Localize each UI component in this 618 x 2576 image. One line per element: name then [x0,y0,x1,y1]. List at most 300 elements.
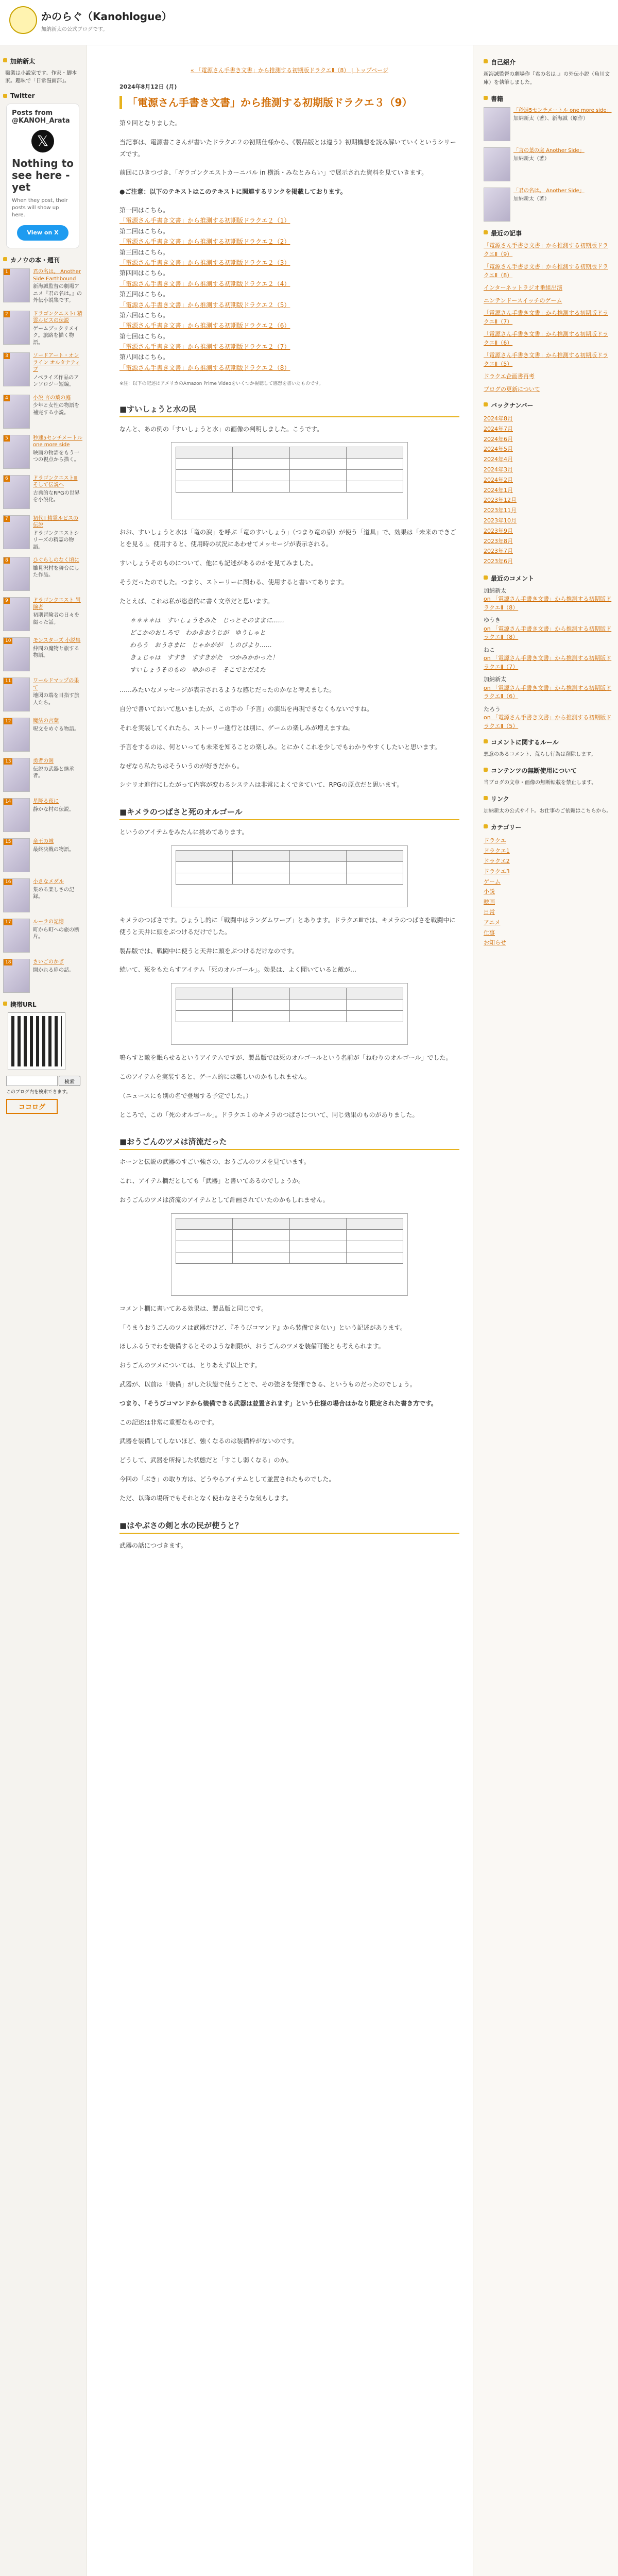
rank-number: 14 [4,799,12,805]
post-paragraph: 今回の「ぶき」の取り方は、どうやらアイテムとして並置されたものでした。 [119,1475,335,1483]
category-link[interactable]: ドラクエ3 [484,868,510,875]
recent-post-item [484,309,613,326]
ranking-title[interactable]: ソードアート・オンライン オルタナティブ [33,353,80,372]
book-author: 加納新太（著） [513,156,550,162]
ranking-item[interactable] [3,435,83,469]
ranking-text [33,597,83,631]
about-text: 職業は小説家です。作家・脚本家。趣味で「日常漫画部」。 [5,71,77,84]
category-item [484,887,613,897]
ranking-item[interactable] [3,798,83,832]
ranking-item[interactable] [3,557,83,591]
series-link[interactable]: 「電源さん手書き文書」から推測する初期版ドラクエ２（5） [119,301,290,309]
post-paragraph: 自分で書いておいて思いましたが、この手の「予言」の演出を再現できなくもないですね。 [119,705,373,713]
recent-posts-title: 最近の記事 [484,229,613,238]
backnumber-link[interactable]: 2024年5月 [484,446,513,453]
backnumber-link[interactable]: 2024年2月 [484,476,513,483]
post-paragraph: キメラのつばさです。ひょうし的に「戦闘中はランダムワープ」とあります。ドラクエⅢでは、キメラのつばさを戦闘中に使うと天井に頭をぶつけるだけでした。 [119,916,456,936]
ranking-title[interactable]: 勇者の剣 [33,758,54,764]
twitter-handle[interactable]: @KANOH_Arata [12,117,70,125]
main-content [89,45,470,2576]
post-paragraph: というのアイテムをみたんに挑めてあります。 [119,828,248,836]
ranking-title[interactable]: ひぐらしのなく頃に [33,557,79,563]
profile-widget-title: 自己紹介 [484,58,613,66]
series-link[interactable]: 「電源さん手書き文書」から推測する初期版ドラクエ２（1） [119,217,290,225]
series-link[interactable]: 「電源さん手書き文書」から推測する初期版ドラクエ２（4） [119,280,290,287]
ranking-item[interactable] [3,395,83,429]
rank-number: 1 [4,269,10,275]
twitter-posts-label: Posts from [12,109,53,117]
ranking-text [33,718,83,752]
rank-number: 7 [4,516,10,522]
post-paragraph: 武器が、以前は「装備」がした状態で使うことで、その強さを発揮できる、というものだったのでしょう。 [119,1380,416,1388]
series-label: 第六回はこちら。 [119,311,169,319]
ranking-desc: 少年と女性の物語を補完する小説。 [33,403,79,416]
ranking-desc: 新海誠監督の劇場アニメ『君の名は。』の外伝小説集です。 [33,284,82,303]
search-button[interactable]: 検索 [59,1076,80,1086]
post-paragraph: 鳴らすと敵を眠らせるというアイテムですが、製品版では死のオルゴールという名前が「ねむりのオルゴール」でした。 [119,1054,452,1062]
recent-post-link[interactable]: 「電源さん手書き文書」から推測する初期版ドラクエⅡ（8） [484,263,608,279]
comment-item [484,705,613,731]
profile-text: 新海誠監督の劇場作『君の名は。』の外伝小説（角川文庫）を執筆しました。 [484,72,610,86]
comment-user: 加納新太 [484,587,506,594]
twitter-empty-sub: When they post, their posts will show up here. [12,198,68,218]
backnumber-link[interactable]: 2024年4月 [484,456,513,463]
book-thumbnail[interactable] [3,435,30,469]
ranking-item[interactable] [3,311,83,347]
post-paragraph: なんと、あの例の「すいしょうと水」の画像の判明しました。こうです。 [119,425,323,433]
recent-post-item [484,372,613,381]
post-paragraph: ほしふるうでわを装備するとそのような制限が、おうごんのツメを装備可能とも考えられます。 [119,1343,385,1350]
book-thumbnail[interactable] [3,718,30,752]
backnumber-list [484,414,613,567]
series-label: 第五回はこちら。 [119,291,169,298]
book-cover[interactable] [484,107,510,141]
ranking-widget-title: カノウの本・週刊 [3,256,83,264]
books-widget-title: 書籍 [484,94,613,103]
series-links [119,205,459,373]
links-text: 加納新太の公式サイト。お仕事のご依頼はこちらから。 [484,808,612,815]
book-thumbnail[interactable] [3,677,30,711]
ranking-desc: 仲間の魔物と旅する物語。 [33,646,79,658]
recent-comments-title: 最近のコメント [484,574,613,583]
post-paragraph: 武器の話につづきます。 [119,1541,187,1549]
book-title[interactable]: 「秒速5センチメートル one more side」 [513,108,612,113]
book-thumbnail[interactable] [3,557,30,591]
search-input[interactable] [6,1076,58,1086]
ranking-title[interactable]: 竜王の城 [33,839,54,844]
search-box [6,1076,83,1086]
series-link[interactable]: 「電源さん手書き文書」から推測する初期版ドラクエ２（2） [119,238,290,246]
category-item [484,928,613,938]
post-paragraph: ……みたいなメッセージが表示されるような感じだったのかなと考えました。 [119,686,336,694]
post-paragraph: 前回にひきつづき、「ギラゴンクエストカーニバル in 横浜・みなとみらい」で展示された資料を見ていきます。 [119,169,428,177]
category-link[interactable]: お知らせ [484,939,506,946]
message-example [130,614,459,676]
recent-post-item [484,297,613,306]
section-heading: ■キメラのつばさと死のオルゴール [119,806,459,820]
backnumber-item [484,485,613,496]
category-item [484,867,613,877]
site-header [0,0,618,45]
ranking-desc: 呪文をめぐる物語。 [33,726,79,732]
book-text [513,147,613,181]
ranking-title[interactable]: ドラゴンクエストⅢ そして伝説へ [33,475,78,488]
book-author: 加納新太（著）、新海誠（原作） [513,115,588,122]
book-thumbnail[interactable] [3,878,30,912]
search-note: このブログ内を検索できます。 [6,1090,71,1095]
backnumber-link[interactable]: 2024年6月 [484,435,513,443]
ranking-desc: 町から町への旅の断片。 [33,927,79,940]
ranking-item[interactable] [3,959,83,993]
ranking-text [33,959,83,993]
recent-post-link[interactable]: 「電源さん手書き文書」から推測する初期版ドラクエⅡ（6） [484,331,608,346]
ranking-title[interactable]: 魔法の言葉 [33,718,59,724]
rank-number: 17 [4,919,12,925]
book-thumbnail[interactable] [3,758,30,792]
post-navigation[interactable]: « 「電源さん手書き文書」から推測する初期版ドラクエⅡ（8） | トップページ [190,67,389,74]
recent-post-item [484,330,613,347]
backnumber-item [484,465,613,475]
ranking-item[interactable] [3,758,83,792]
backnumber-item [484,475,613,485]
backnumber-link[interactable]: 2023年7月 [484,548,513,555]
rank-number: 12 [4,718,12,724]
category-link[interactable]: アニメ [484,919,501,926]
comment-link[interactable]: on 「電源さん手書き文書」から推測する初期版ドラクエⅡ（8） [484,596,612,611]
ranking-desc: 伝説の武器と継承者。 [33,766,74,779]
category-item [484,918,613,928]
ranking-text [33,919,83,953]
ranking-title[interactable]: 秒速5センチメートル one more side [33,435,82,448]
ranking-title[interactable]: 星降る夜に [33,799,59,804]
rank-number: 4 [4,395,10,401]
category-link[interactable]: ドラクエ [484,837,506,844]
book-title[interactable]: 「言の葉の庭 Another Side」 [513,148,585,154]
ranking-title[interactable]: ルーラの記憶 [33,919,64,925]
book-thumbnail[interactable] [3,268,30,302]
backnumber-link[interactable]: 2023年9月 [484,527,513,534]
series-link[interactable]: 「電源さん手書き文書」から推測する初期版ドラクエ２（6） [119,322,290,330]
backnumber-item [484,505,613,516]
message-line: きょじゃは すすき すすきがた つかみかかった！ [130,654,279,662]
category-item [484,836,613,846]
backnumber-item [484,495,613,505]
post-paragraph: おお、すいしょうと水は「竜の涙」を呼ぶ「竜のすいしょう」（つまり竜の泉）が使う「道具」で、効果は「未来のできごとを見る」。使用すると、使用時の状況にあわせてメッセージが表示される。 [119,529,456,548]
recent-post-link[interactable]: 「電源さん手書き文書」から推測する初期版ドラクエⅡ（7） [484,310,608,325]
ranking-item[interactable] [3,352,83,388]
post-paragraph: （ニュースにも別の名で登場する予定でした。） [119,1092,252,1099]
book-thumbnail[interactable] [3,597,30,631]
category-item [484,877,613,887]
post-paragraph: なぜなら私たちはそういうのが好きだから。 [119,762,244,770]
ranking-desc: 集める楽しさの記録。 [33,887,74,900]
rank-number: 13 [4,758,12,765]
ranking-item[interactable] [3,597,83,631]
twitter-embed [6,104,79,248]
post-date: 2024年8月12日 (月) [119,83,177,90]
post-paragraph: それを実装してくれたら、ストーリー進行とは別に、ゲームの楽しみが増えますね。 [119,724,355,732]
x-logo-icon: 𝕏 [31,130,54,152]
comment-item [484,616,613,642]
backnumber-item [484,516,613,526]
ranking-desc: 古典的なRPGの世界を小説化。 [33,490,80,503]
book-text [513,107,613,141]
message-line: ＊＊＊＊は すいしょうをみた じっとそのままに…… [130,617,285,624]
backnumber-item [484,414,613,424]
ranking-item[interactable] [3,677,83,711]
ranking-text [33,395,83,429]
rank-number: 10 [4,638,12,644]
ranking-title[interactable]: 初代Ⅱ 精霊ルビスの伝説 [33,515,79,528]
post-paragraph: おうごんのツメは済流のアイテムとして計画されていたのかもしれません。 [119,1196,329,1204]
ranking-item[interactable] [3,515,83,551]
backnumber-item [484,556,613,567]
comment-link[interactable]: on 「電源さん手書き文書」から推測する初期版ドラクエⅡ（5） [484,714,612,730]
post-paragraph: この記述は非常に重要なものです。 [119,1418,218,1426]
ranking-title[interactable]: ドラゴンクエストⅠ 精霊ルビスの伝説 [33,311,82,324]
backnumber-link[interactable]: 2024年7月 [484,425,513,432]
ranking-text [33,268,83,304]
backnumber-link[interactable]: 2023年8月 [484,537,513,545]
backnumber-title: バックナンバー [484,401,613,410]
ranking-title[interactable]: 小さなメダル [33,879,64,885]
book-thumbnail[interactable] [3,838,30,872]
series-label: 第一回はこちら。 [119,206,169,214]
post-paragraph: ところで、この「死のオルゴール」。ドラクエ１のキメラのつばさについて、同じ効果のものがありました。 [119,1111,419,1118]
cocolog-badge[interactable]: ココログ [6,1099,58,1114]
document-image [171,983,408,1045]
recent-comments-list [484,587,613,731]
ranking-desc: 雛見沢村を舞台にした作品。 [33,565,79,578]
ranking-desc: ゲームブックリメイク。旅路を描く物語。 [33,326,79,346]
qr-widget-title: 携帯URL [3,1000,83,1009]
post-paragraph: 当記事は、電源書こさんが書いたドラクエ２の初期仕様から、《製品版とは違う》初期構想を読み解いていくというシリーズです。 [119,138,456,158]
recent-post-link[interactable]: ニンテンドースイッチのゲーム [484,297,562,304]
category-link[interactable]: 小説 [484,888,495,895]
document-image [171,845,408,907]
ranking-text [33,311,83,347]
book-thumbnail[interactable] [3,637,30,671]
view-on-x-button[interactable]: View on X [17,225,68,241]
comment-link[interactable]: on 「電源さん手書き文書」から推測する初期版ドラクエⅡ（6） [484,684,612,700]
recent-post-item [484,385,613,394]
post-paragraph: 製品版では、戦闘中に使うと天井に頭をぶつけるだけなのです。 [119,947,299,955]
message-line: わらう おうさまに じゃかがが しのびより…… [130,641,272,649]
ranking-text [33,677,83,711]
recent-post-link[interactable]: 「電源さん手書き文書」から推測する初期版ドラクエⅡ（9） [484,242,608,258]
book-cover[interactable] [484,147,510,181]
book-thumbnail[interactable] [3,959,30,993]
post-note: ※注：以下の記述はアメリカのAmazon Prime Videoをいくつか視聴して感想を書いたものです。 [119,381,324,387]
book-thumbnail[interactable] [3,798,30,832]
rank-number: 15 [4,839,12,845]
series-link[interactable]: 「電源さん手書き文書」から推測する初期版ドラクエ２（8） [119,364,290,371]
notice-paragraph: ●ご注意：以下のテキストはこのテキストに関連するリンクを掲載しております。 [119,188,347,196]
rank-number: 3 [4,353,10,359]
backnumber-item [484,424,613,434]
post-paragraph: すいしょうそのものについて、他にも記述があるのかを見てみました。 [119,560,317,567]
ranking-title[interactable]: ドラゴンクエスト 冒険者 [33,598,81,611]
category-item [484,907,613,918]
books-list [484,107,613,222]
backnumber-item [484,536,613,547]
backnumber-link[interactable]: 2023年11月 [484,507,517,514]
recent-post-link[interactable]: インターネットラジオ番組出演 [484,284,563,291]
book-text [513,188,613,222]
post-paragraph: コメント欄に書いてある効果は、製品版と同じです。 [119,1304,268,1312]
post-paragraph: これ、アイテム欄だとしても「武器」と書いてあるのでしょうか。 [119,1177,305,1185]
backnumber-link[interactable]: 2023年12月 [484,497,517,504]
ranking-desc: 静かな村の伝説。 [33,806,74,812]
post-paragraph: 続いて、死をもたらすアイテム「死のオルゴール」。効果は、よく聞いていると敵が… [119,966,356,974]
ranking-item[interactable] [3,919,83,953]
recent-post-item [484,284,613,293]
comment-policy-text: 悪意のあるコメント、荒らし行為は削除します。 [484,752,596,758]
series-label: 第四回はこちら。 [119,269,169,277]
message-line: どこかのおしろで わかきおうじが ゆうしゃと [130,629,266,637]
ranking-desc: ドラゴンクエストシリーズの精霊の物語。 [33,530,79,550]
right-sidebar [473,45,618,2576]
recent-post-link[interactable]: ドラクエ企画書再考 [484,373,535,380]
ranking-desc: 初期冒険者の日々を綴った話。 [33,613,79,625]
category-link[interactable]: 映画 [484,899,495,906]
backnumber-link[interactable]: 2023年10月 [484,517,517,524]
category-link[interactable]: ドラクエ2 [484,858,510,865]
backnumber-item [484,454,613,465]
ranking-desc: ノベライズ作品のアンソロジー短編。 [33,375,79,387]
document-image [171,1213,408,1296]
recent-post-item [484,263,613,280]
comment-item [484,675,613,701]
post-paragraph: ただ、以降の場所でもそれとなく使わなさそうな気もします。 [119,1494,293,1502]
comment-link[interactable]: on 「電源さん手書き文書」から推測する初期版ドラクエⅡ（8） [484,625,612,641]
qr-code[interactable] [8,1013,65,1070]
ranking-item[interactable] [3,268,83,304]
category-item [484,846,613,856]
comment-user: ゆうき [484,617,501,624]
rank-number: 11 [4,678,12,684]
category-link[interactable]: 仕事 [484,929,495,936]
ranking-text [33,475,83,509]
category-item [484,938,613,948]
ranking-desc: 開かれる扉の話。 [33,967,74,973]
book-author: 加納新太（著） [513,196,550,202]
category-link[interactable]: 日常 [484,909,495,916]
book-item[interactable] [484,147,613,181]
series-link[interactable]: 「電源さん手書き文書」から推測する初期版ドラクエ２（3） [119,259,290,266]
site-logo[interactable] [9,6,37,34]
rank-number: 8 [4,557,10,564]
comment-item [484,646,613,672]
book-title[interactable]: 「君の名は。 Another Side」 [513,188,585,194]
ranking-text [33,515,83,551]
post-paragraph: おうごんのツメについては、とりあえず以上です。 [119,1362,261,1369]
ranking-text [33,557,83,591]
post-title[interactable]: 「電源さん手書き文書」から推測する初期版ドラクエ３（9） [119,96,459,109]
post-paragraph: ホーンと伝説の武器のすごい強さの、おうごんのツメを見ています。 [119,1158,310,1166]
site-title[interactable]: かのらぐ（Kanohlogue） [41,10,172,23]
site-description: 加納新太の公式ブログです。 [41,27,108,32]
ranking-list [3,268,83,993]
rank-number: 16 [4,879,12,885]
ranking-title[interactable]: ワールドマップの果て [33,678,79,691]
book-thumbnail[interactable] [3,475,30,509]
backnumber-link[interactable]: 2024年3月 [484,466,513,473]
rank-number: 18 [4,959,12,965]
recent-post-item [484,351,613,368]
rank-number: 2 [4,311,10,317]
ranking-text [33,637,83,671]
content-policy-text: 当ブログの文章・画像の無断転載を禁止します。 [484,780,597,786]
post-paragraph: つまり、「そうびコマンドから装備できる武器は並置されます」という仕様の場合はかなり限定された書き方です。 [119,1399,438,1407]
post-paragraph: このアイテムを実装すると、ゲーム的には難しいのかもしれません。 [119,1073,311,1080]
category-link[interactable]: ドラクエ1 [484,848,510,855]
book-thumbnail[interactable] [3,919,30,953]
backnumber-item [484,434,613,445]
ranking-text [33,878,83,912]
post-paragraph: たとえば、これは私が恣意的に書く文章だと思います。 [119,597,274,605]
left-sidebar [0,45,87,2576]
series-label: 第八回はこちら。 [119,353,169,361]
backnumber-link[interactable]: 2024年8月 [484,415,513,422]
twitter-widget-title: Twitter [3,92,83,99]
ranking-item[interactable] [3,637,83,671]
ranking-title[interactable]: 君の名は。 Another Side:Earthbound [33,269,81,282]
recent-post-link[interactable]: ブログの更新について [484,385,540,393]
section-heading: ■すいしょうと水の民 [119,403,459,417]
category-link[interactable]: ゲーム [484,878,501,885]
ranking-item[interactable] [3,878,83,912]
post-paragraph: 予言をするのは、何といっても未来を知ることの楽しみ。とにかくこれを少しでもわかりやすくしたいと思います。 [119,743,441,751]
series-link[interactable]: 「電源さん手書き文書」から推測する初期版ドラクエ２（7） [119,343,290,351]
comment-link[interactable]: on 「電源さん手書き文書」から推測する初期版ドラクエⅡ（7） [484,655,612,670]
book-thumbnail[interactable] [3,515,30,549]
book-thumbnail[interactable] [3,352,30,386]
backnumber-link[interactable]: 2024年1月 [484,486,513,494]
recent-post-link[interactable]: 「電源さん手書き文書」から推測する初期版ドラクエⅡ（5） [484,352,608,367]
series-label: 第七回はこちら。 [119,332,169,340]
ranking-title[interactable]: さいごのかぎ [33,959,64,965]
ranking-title[interactable]: 小説 言の葉の庭 [33,395,71,401]
comment-user: 加納新太 [484,676,506,683]
category-item [484,856,613,867]
ranking-item[interactable] [3,475,83,509]
book-item[interactable] [484,188,613,222]
about-widget-title: 加納新太 [3,57,83,65]
book-cover[interactable] [484,188,510,222]
recent-post-item [484,242,613,259]
post-paragraph: シナリオ進行にしたがって内容が変わるシステムは非常によくできていて、RPGの原点だと思います。 [119,781,403,789]
ranking-desc: 最終決戦の物語。 [33,846,74,853]
twitter-empty-title: Nothing to see here - yet [12,157,74,193]
ranking-text [33,758,83,792]
book-item[interactable] [484,107,613,141]
rank-number: 6 [4,476,10,482]
post-paragraph: 第９回となりました。 [119,120,182,127]
post-paragraph: そうだったのでした。つまり、ストーリーに関わる、使用すると書いてあります。 [119,578,348,586]
category-item [484,897,613,907]
recent-posts-list [484,242,613,394]
categories-list [484,836,613,948]
book-thumbnail[interactable] [3,311,30,345]
ranking-item[interactable] [3,838,83,872]
rank-number: 9 [4,598,10,604]
backnumber-link[interactable]: 2023年6月 [484,558,513,565]
ranking-item[interactable] [3,718,83,752]
book-thumbnail[interactable] [3,395,30,429]
rank-number: 5 [4,435,10,442]
ranking-title[interactable]: モンスターズ 小説集 [33,638,81,643]
